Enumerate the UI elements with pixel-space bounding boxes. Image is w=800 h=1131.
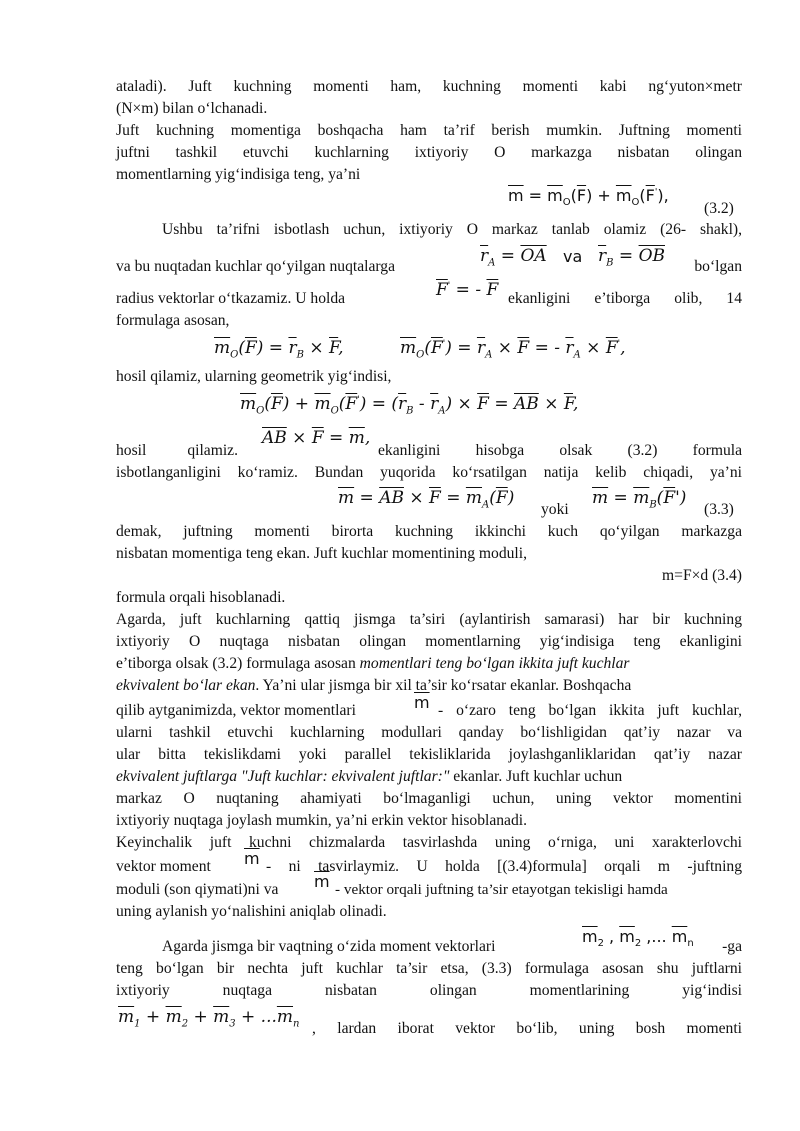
text-line: -ga	[722, 938, 742, 955]
vector-m-symbol: $\overline{m}$	[244, 849, 260, 868]
text-line: momentlarning yig‘indisiga teng, ya’ni	[116, 166, 361, 183]
text-line: - ni tasvirlaymiz. U holda [(3.4)formula] orqali m -juftning	[266, 858, 742, 875]
equation-ab-cross-f: $\overline{AB} \times \overline{F} = \overline{m}$,	[262, 428, 371, 448]
text-line: demak, juftning momenti birorta kuchning ikkinchi kuch qo‘yilgan markazga	[116, 523, 742, 540]
equation-geometric-sum: $\overline{m}_O(\overline{F}) + \overline{m}_O(\overline{F}') = (\overline{r}_B - \overline{r}_A) \times \overline{F} = \overline{AB} \times \overline{F}$,	[240, 394, 579, 417]
equation-3-4: m=F×d (3.4)	[662, 567, 742, 584]
text-line: ixtiyoriy nuqtaga nisbatan olingan momentlarining yig‘indisi	[116, 982, 742, 999]
text-line: moduli (son qiymati)ni va	[116, 881, 279, 898]
text-line: teng bo‘lgan bir nechta juft kuchlar ta’sir etsa, (3.3) formulaga asosan shu juftlarni	[116, 960, 742, 977]
text-line: hosil qilamiz, ularning geometrik yig‘indisi,	[116, 368, 392, 385]
text-line: ekvivalent juftlarga "Juft kuchlar: ekvivalent juftlar:" ekanlar. Juft kuchlar uchun	[116, 768, 623, 785]
vector-m-symbol: $\overline{m}$	[314, 872, 330, 891]
text-line: juftni tashkil etuvchi kuchlarning ixtiyoriy O markazga nisbatan olingan	[116, 144, 742, 161]
equation-3-3: $\overline{m} = \overline{AB} \times \overline{F} = \overline{m}_A(\overline{F})$	[338, 488, 515, 511]
text-line: ularni tashkil etuvchi kuchlarning modullari qanday bo‘lishligidan qat’iy nazar va	[116, 724, 742, 741]
text-line: e’tiborga olsak (3.2) formulaga asosan momentlari teng bo‘lgan ikkita juft kuchlar	[116, 655, 630, 672]
text-line: radius vektorlar o‘tkazamiz. U holda	[116, 290, 346, 307]
text-line: yoki	[541, 501, 569, 518]
equation-radius-vectors: $\overline{r}_B = \overline{OB}$	[598, 246, 665, 269]
text-line: ixtiyoriy O nuqtaga nisbatan olingan momentlarning yig‘indisiga teng ekanligini	[116, 633, 742, 650]
text-line: Keyinchalik juft kuchni chizmalarda tasvirlashda uning o‘rniga, uni xarakterlovchi	[116, 834, 742, 851]
text-line: va bu nuqtadan kuchlar qo‘yilgan nuqtalarga	[116, 258, 396, 275]
text-line: nisbatan momentiga teng ekan. Juft kuchlar momentining moduli,	[116, 545, 527, 562]
text-line: bo‘lgan	[694, 258, 742, 275]
text-line: Agarda, juft kuchlarning qattiq jismga ta’siri (aylantirish samarasi) har bir kuchning	[116, 611, 742, 628]
text-line: markaz O nuqtaning ahamiyati bo‘lmaganligi uchun, uning vektor momentini	[116, 790, 742, 807]
text-line: Juft kuchning momentiga boshqacha ham ta’rif berish mumkin. Juftning momenti	[116, 122, 742, 139]
text-line: Agarda jismga bir vaqtning o‘zida moment vektorlari	[162, 938, 496, 955]
text-line: ekanligini e’tiborga olib, 14	[508, 290, 742, 307]
text-line: , lardan iborat vektor bo‘lib, uning bosh momenti	[312, 1020, 742, 1037]
vector-m-symbol: $\overline{m}$	[414, 693, 430, 712]
conjunction-label: va	[563, 247, 583, 266]
text-line: ular bitta tekislikdami yoki parallel tekisliklarida joylashganliklaridan qat’iy nazar	[116, 746, 742, 763]
equation-3-3-alt: $\overline{m} = \overline{m}_B(\overline{F}')$	[592, 488, 687, 511]
equation-moments: $\overline{m}_O(\overline{F}) = \overline{r}_B \times \overline{F}$,	[214, 338, 344, 361]
text-line: ekvivalent bo‘lar ekan. Ya’ni ular jismga bir xil ta’sir ko‘rsatar ekanlar. Boshqacha	[116, 677, 632, 694]
text-line: uning aylanish yo‘nalishini aniqlab olinadi.	[116, 903, 387, 920]
text-line: (N×m) bilan o‘lchanadi.	[116, 100, 268, 117]
text-line: formulaga asosan,	[116, 312, 230, 329]
equation-moment-sum: $\overline{m}_1 + \overline{m}_2 + \overline{m}_3 + ...\overline{m}_n$	[118, 1007, 300, 1030]
text-line: ekanligini hisobga olsak (3.2) formula	[378, 442, 742, 459]
text-line: - vektor orqali juftning ta’sir etayotgan tekisligi hamda	[335, 881, 668, 898]
equation-moments: $\overline{m}_O(\overline{F}') = \overline{r}_A \times \overline{F}$ = - $\overline{r}_A \times \overline{F}'$,	[400, 338, 626, 361]
equation-3-2: $\overline{m} = \overline{m}_O(\overline{F}) + \overline{m}_O(\overline{F}')$,	[508, 186, 669, 209]
text-line: - o‘zaro teng bo‘lgan ikkita juft kuchlar,	[438, 702, 742, 719]
text-line: Ushbu ta’rifni isbotlash uchun, ixtiyoriy O markaz tanlab olamiz (26- shakl),	[162, 221, 742, 238]
equation-force-pair: $\overline{F}'$ = - $\overline{F}$	[436, 280, 499, 300]
text-line: formula orqali hisoblanadi.	[116, 589, 286, 606]
equation-moment-vectors: $\overline{m}_2$ , $\overline{m}_2$ ,... $\overline{m}_n$	[582, 927, 694, 950]
text-line: hosil qilamiz.	[116, 442, 238, 459]
text-line: ataladi). Juft kuchning momenti ham, kuchning momenti kabi ng‘yuton×metr	[116, 78, 742, 95]
equation-number: (3.3)	[704, 501, 734, 518]
equation-number: (3.2)	[704, 200, 734, 217]
text-line: vektor moment	[116, 858, 211, 875]
text-line: isbotlanganligini ko‘ramiz. Bundan yuqorida ko‘rsatilgan natija kelib chiqadi, ya’ni	[116, 464, 742, 481]
equation-radius-vectors: $\overline{r}_A = \overline{OA}$	[480, 246, 547, 269]
text-line: ixtiyoriy nuqtaga joylash mumkin, ya’ni erkin vektor hisoblanadi.	[116, 812, 527, 829]
text-line: qilib aytganimizda, vektor momentlari	[116, 702, 356, 719]
